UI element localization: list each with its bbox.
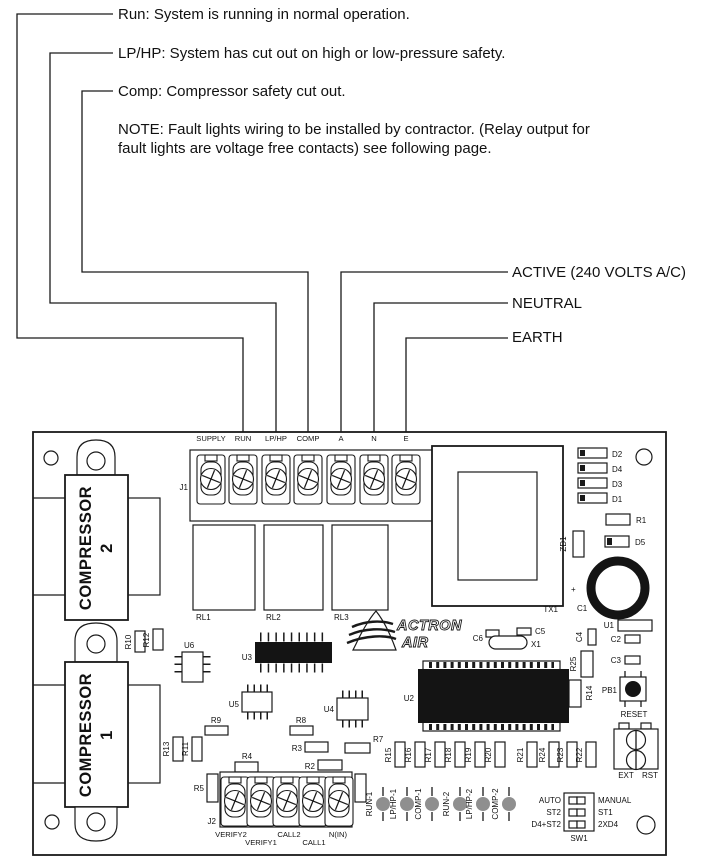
c3-label: C3 <box>610 656 621 665</box>
ic-u2 <box>404 661 569 731</box>
mounting-hole-top-left <box>44 451 58 465</box>
led-comp2-label: COMP-2 <box>491 788 500 820</box>
c5-label: C5 <box>535 627 546 636</box>
r5-label: R5 <box>193 784 204 793</box>
resistor-r3 <box>305 742 328 752</box>
j2-t-verify2: VERIFY2 <box>215 830 247 839</box>
u2-body <box>418 669 569 723</box>
compressor-1-word: COMPRESSOR <box>77 672 95 798</box>
logo-text-air: AIR <box>402 635 429 651</box>
j2-label: J2 <box>207 817 216 826</box>
compressor-2-word: COMPRESSOR <box>77 485 95 611</box>
capacitor-c2 <box>625 635 640 643</box>
screw-terminal-call2 <box>273 777 301 826</box>
diode-band <box>580 450 585 456</box>
transformer-tx1 <box>432 446 563 614</box>
u5-body <box>242 692 272 712</box>
led-run1 <box>376 797 390 811</box>
j2-t-verify1: VERIFY1 <box>245 838 277 847</box>
j1-t-n: N <box>371 434 377 443</box>
screw-terminal-lphp <box>262 455 290 504</box>
j2-terminal-block <box>208 772 353 847</box>
note-lphp: LP/HP: System has cut out on high or low-pressure safety. <box>118 45 506 62</box>
logo-text-actron: ACTRON <box>397 618 463 634</box>
resistor-r11 <box>192 737 202 761</box>
rl1-label: RL1 <box>196 613 211 622</box>
x1-label: X1 <box>531 640 541 649</box>
r14-label: R14 <box>585 685 594 701</box>
u6-label: U6 <box>184 641 195 650</box>
relay-rl1 <box>193 525 255 610</box>
r24-label: R24 <box>538 747 547 763</box>
diode-band <box>580 465 585 471</box>
c1-label: C1 <box>577 604 588 613</box>
zener-zd1 <box>573 531 584 557</box>
resistor-r12 <box>153 629 163 650</box>
j1-t-supply: SUPPLY <box>196 434 226 443</box>
led-lphp1-label: LP/HP-1 <box>389 788 398 820</box>
resistor-r7 <box>345 743 370 753</box>
d5-label: D5 <box>635 538 646 547</box>
r7-label: R7 <box>373 735 384 744</box>
diode-band <box>580 495 585 501</box>
reset-label: RESET <box>620 710 648 719</box>
leader-run <box>17 14 243 433</box>
d1-label: D1 <box>612 495 623 504</box>
leader-lphp <box>50 53 276 433</box>
led-run1-label: RUN-1 <box>365 791 374 817</box>
j1-t-e: E <box>403 434 409 443</box>
compressor-2-number: 2 <box>98 543 116 553</box>
u3-body <box>255 642 332 663</box>
resistor-r8 <box>290 726 313 735</box>
r11-label: R11 <box>181 741 190 757</box>
r8-label: R8 <box>295 716 307 725</box>
sw1-left-st2: ST2 <box>546 808 561 817</box>
j1-t-comp: COMP <box>296 434 320 443</box>
sw1-switch <box>569 821 577 828</box>
pb1-label: PB1 <box>601 686 617 695</box>
resistor-r4 <box>235 762 258 772</box>
sw1-switch <box>577 809 585 816</box>
tx1-inner <box>458 472 537 580</box>
zd1-label: ZD1 <box>559 536 568 552</box>
led-comp1 <box>425 797 439 811</box>
r18-label: R18 <box>444 747 453 763</box>
d3-label: D3 <box>612 480 623 489</box>
note-run: Run: System is running in normal operation. <box>118 6 410 23</box>
ic-u1 <box>618 620 652 631</box>
rl3-label: RL3 <box>334 613 349 622</box>
screw-terminal-n <box>360 455 388 504</box>
flange <box>128 498 160 595</box>
annotations <box>118 6 686 346</box>
relay-rl3 <box>332 525 388 610</box>
r25-label: R25 <box>569 656 578 672</box>
sw1-label: SW1 <box>570 834 588 843</box>
sw1-right-manual: MANUAL <box>598 796 632 805</box>
screw-terminal-supply <box>197 455 225 504</box>
resistor-r20 <box>495 742 505 767</box>
c6-label: C6 <box>472 634 483 643</box>
u5-label: U5 <box>228 700 239 709</box>
tab-hole <box>87 452 105 470</box>
u3-label: U3 <box>241 653 252 662</box>
r23-label: R23 <box>556 747 565 763</box>
j1-t-lphp: LP/HP <box>265 434 287 443</box>
leader-lines <box>17 14 508 433</box>
r1-label: R1 <box>636 516 647 525</box>
capacitor-c4 <box>588 629 596 645</box>
resistor-r5 <box>207 774 218 802</box>
flange <box>128 685 160 783</box>
r16-label: R16 <box>404 747 413 763</box>
resistor-r2 <box>318 760 342 770</box>
mounting-hole-bottom-right <box>637 816 655 834</box>
u1-label: U1 <box>603 621 614 630</box>
r22-label: R22 <box>575 747 584 763</box>
ext-label: EXT <box>618 771 634 780</box>
mounting-hole-bottom-left <box>45 815 59 829</box>
led-lphp1 <box>400 797 414 811</box>
note-comp: Comp: Compressor safety cut out. <box>118 83 346 100</box>
c1-plus: + <box>571 585 576 594</box>
r17-label: R17 <box>424 747 433 763</box>
label-earth: EARTH <box>512 329 563 346</box>
diode-band <box>607 538 612 545</box>
d2-label: D2 <box>612 450 623 459</box>
pb1-plunger <box>625 681 641 697</box>
pin-pad <box>641 723 651 729</box>
resistor-r1 <box>606 514 630 525</box>
sw1-left-d4st2: D4+ST2 <box>531 820 561 829</box>
body <box>65 475 128 620</box>
r10-label: R10 <box>124 634 133 650</box>
resistor-r21 <box>527 742 537 767</box>
r12-label: R12 <box>142 632 151 648</box>
resistor-r22 <box>586 742 596 767</box>
sw1-switch <box>569 809 577 816</box>
u2-label: U2 <box>403 694 414 703</box>
u6-body <box>182 652 203 682</box>
r15-label: R15 <box>384 747 393 763</box>
label-neutral: NEUTRAL <box>512 295 583 312</box>
led-run2-label: RUN-2 <box>442 791 451 817</box>
note-fault-line2: fault lights are voltage free contacts) see following page. <box>118 140 492 157</box>
led-lphp2 <box>476 797 490 811</box>
sw1-left-auto: AUTO <box>538 796 561 805</box>
u4-label: U4 <box>323 705 334 714</box>
leader-neutral <box>374 303 508 433</box>
screw-terminal-comp <box>294 455 322 504</box>
r3-label: R3 <box>291 744 302 753</box>
resistor-r9 <box>205 726 228 735</box>
sw1-right-2xd4: 2XD4 <box>598 820 619 829</box>
resistor-r25 <box>581 651 593 677</box>
sw1-switch <box>577 821 585 828</box>
r13-label: R13 <box>162 741 171 757</box>
sw1-switch <box>569 797 577 804</box>
screw-terminal-e <box>392 455 420 504</box>
d4-label: D4 <box>612 465 623 474</box>
tx1-label: TX1 <box>543 605 558 614</box>
rst-label: RST <box>642 771 658 780</box>
tab-hole <box>87 635 105 653</box>
pin-pad <box>619 723 629 729</box>
compressor-1-number: 1 <box>98 730 116 740</box>
led-comp1-label: COMP-1 <box>414 788 423 820</box>
c4-label: C4 <box>575 631 584 643</box>
tab-hole <box>87 813 105 831</box>
r4-label: R4 <box>241 752 253 761</box>
j1-label: J1 <box>179 483 188 492</box>
led-lphp2-label: LP/HP-2 <box>465 788 474 820</box>
capacitor-c3 <box>625 656 640 664</box>
screw-terminal-verify2 <box>221 777 249 826</box>
rl2-label: RL2 <box>266 613 281 622</box>
r20-label: R20 <box>484 747 493 763</box>
sw1-switch <box>577 797 585 804</box>
relay-rl2 <box>264 525 323 610</box>
diode-band <box>580 480 585 486</box>
note-fault-line1: NOTE: Fault lights wiring to be installed by contractor. (Relay output for <box>118 121 590 138</box>
capacitor-c5 <box>517 628 531 635</box>
led-comp2 <box>502 797 516 811</box>
mounting-hole-top-right <box>636 449 652 465</box>
relays <box>193 525 388 622</box>
j2-t-call2: CALL2 <box>277 830 301 839</box>
j1-t-run: RUN <box>234 434 252 443</box>
j2-t-nin: N(IN) <box>328 830 348 839</box>
r21-label: R21 <box>516 747 525 763</box>
screw-terminal-a <box>327 455 355 504</box>
j1-t-a: A <box>338 434 344 443</box>
body <box>65 662 128 807</box>
leader-active <box>341 272 508 433</box>
c2-label: C2 <box>610 635 621 644</box>
leader-earth <box>406 338 508 433</box>
j2-t-call1: CALL1 <box>302 838 326 847</box>
r19-label: R19 <box>464 747 473 763</box>
screw-terminal-call1 <box>299 777 327 826</box>
crystal-x1 <box>489 636 527 649</box>
sw1-right-st1: ST1 <box>598 808 613 817</box>
screw-terminal-verify1 <box>247 777 275 826</box>
u4-body <box>337 698 368 720</box>
screw-terminal-nin <box>325 777 353 826</box>
screw-terminal-run <box>229 455 257 504</box>
resistor-r14 <box>569 680 581 707</box>
r2-label: R2 <box>304 762 315 771</box>
label-active: ACTIVE (240 VOLTS A/C) <box>512 264 686 281</box>
r9-label: R9 <box>210 716 222 725</box>
